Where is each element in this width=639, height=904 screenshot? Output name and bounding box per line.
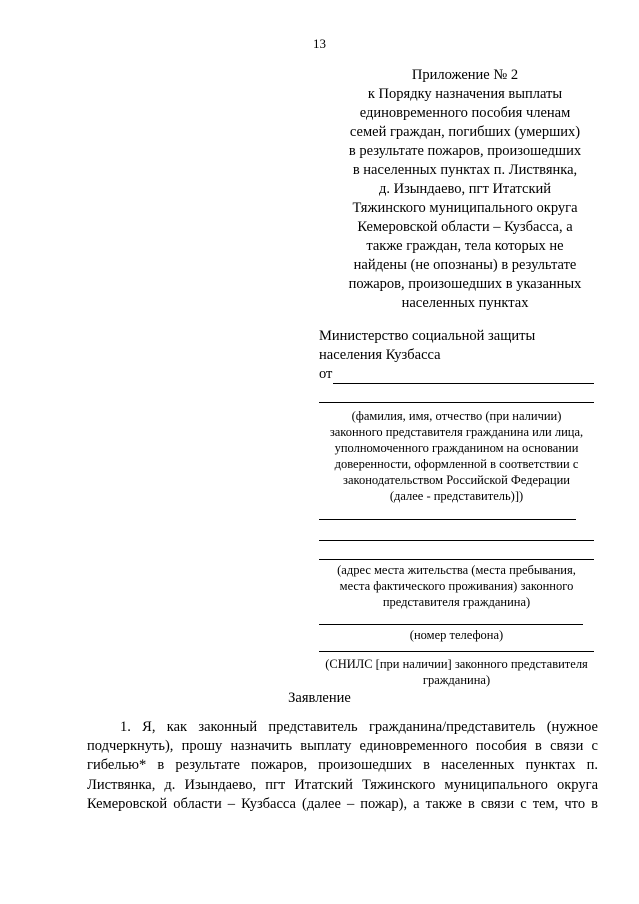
caption-line: (далее - представитель)]) — [389, 489, 524, 503]
appendix-line: в населенных пунктах п. Листвянка, — [352, 162, 578, 178]
caption-line: законного представителя гражданина или лица, — [329, 425, 584, 439]
caption-line: (адрес места жительства (места пребывания, — [337, 563, 576, 577]
body-line: 1. Я, как законный представитель гражданина/представитель (нужное — [120, 719, 598, 735]
representative-fill-line[interactable] — [319, 402, 594, 403]
body-line: Кемеровской области – Кузбасса (далее – пожар), а также в связи с тем, что в — [87, 795, 598, 812]
appendix-line: Приложение № 2 — [411, 67, 519, 83]
appendix-line: д. Изындаево, пгт Итатский — [378, 181, 552, 197]
appendix-heading — [340, 66, 590, 313]
appendix-line: населенных пунктах — [401, 295, 529, 311]
address-caption — [319, 562, 594, 610]
caption-line: уполномоченного гражданином на основании — [334, 441, 579, 455]
snils-fill-line[interactable] — [319, 651, 594, 652]
addressee-line: Министерство социальной защиты — [319, 328, 536, 344]
appendix-line: к Порядку назначения выплаты — [367, 86, 563, 102]
caption-line: доверенности, оформленной в соответствии с — [334, 457, 579, 471]
address-fill-line-2[interactable] — [319, 540, 594, 541]
appendix-line: единовременного пособия членам — [359, 105, 571, 121]
representative-caption — [319, 408, 594, 504]
from-fill-line[interactable] — [333, 368, 594, 384]
snils-caption — [319, 656, 594, 688]
caption-line: законодательством Российской Федерации — [343, 473, 570, 487]
caption-line: места фактического проживания) законного — [339, 579, 574, 593]
address-fill-line-1[interactable] — [319, 519, 576, 520]
phone-caption — [319, 627, 594, 643]
appendix-line: найдены (не опознаны) в результате — [353, 257, 577, 273]
body-line: подчеркнуть), прошу назначить выплату единовременного пособия в связи с — [87, 738, 598, 755]
document-title: Заявление — [288, 690, 351, 706]
addressee-block — [319, 327, 594, 688]
appendix-line: также граждан, тела которых не — [366, 238, 564, 254]
body-line: Листвянка, д. Изындаево, пгт Итатский Тяжинского муниципального округа — [87, 776, 598, 793]
caption-line: (номер телефона) — [409, 628, 504, 642]
from-field[interactable] — [319, 365, 594, 384]
appendix-line: пожаров, произошедших в указанных — [348, 276, 582, 292]
page-number: 13 — [313, 36, 326, 51]
address-fill-line-3[interactable] — [319, 559, 594, 560]
appendix-line: Тяжинского муниципального округа — [352, 200, 578, 216]
caption-line: представителя гражданина) — [382, 595, 531, 609]
caption-line: (СНИЛС [при наличии] законного представителя — [325, 657, 588, 671]
appendix-line: Кемеровской области – Кузбасса, а — [357, 219, 573, 235]
phone-fill-line[interactable] — [319, 624, 583, 625]
caption-line: гражданина) — [422, 673, 491, 687]
statement-body — [87, 718, 598, 814]
caption-line: (фамилия, имя, отчество (при наличии) — [351, 409, 562, 423]
appendix-line: семей граждан, погибших (умерших) — [349, 124, 581, 140]
from-label: от — [319, 366, 333, 382]
addressee-line: населения Кузбасса — [319, 347, 441, 363]
body-line: гибелью* в результате пожаров, произошедших в населенных пунктах п. — [87, 757, 598, 774]
appendix-line: в результате пожаров, произошедших — [348, 143, 582, 159]
